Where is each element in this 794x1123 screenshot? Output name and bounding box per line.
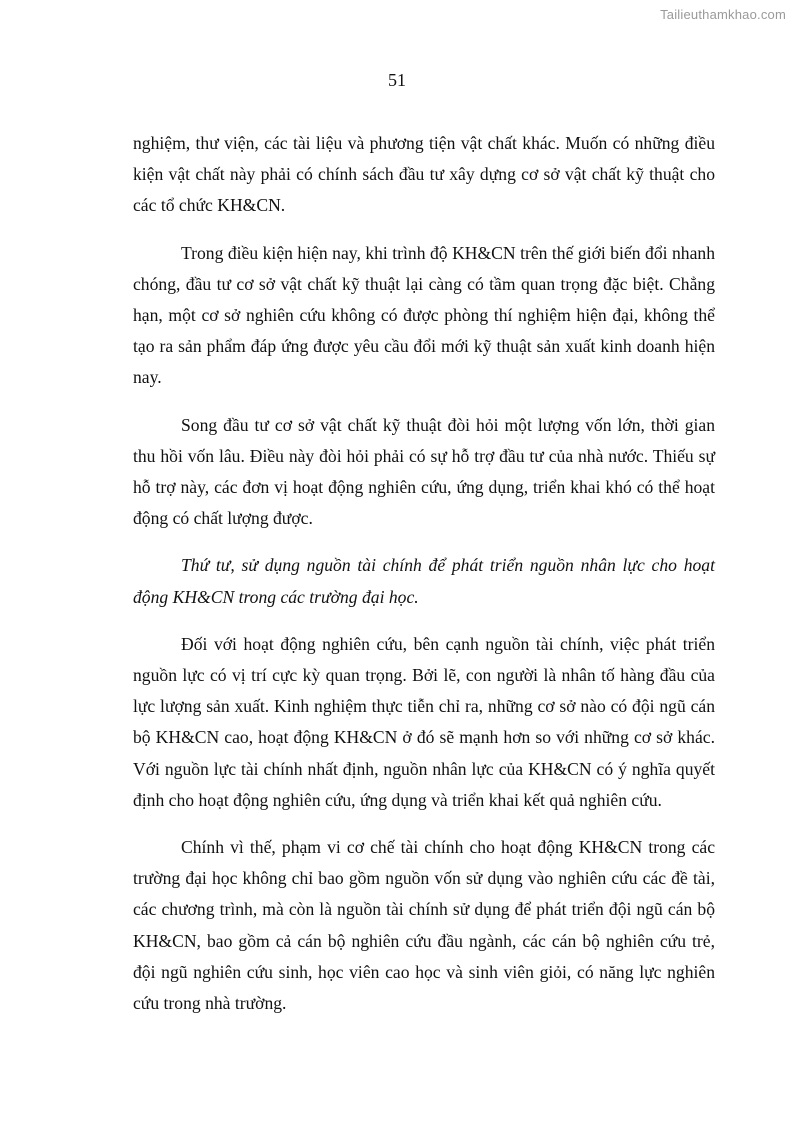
document-body (133, 128, 715, 1035)
paragraph: Đối với hoạt động nghiên cứu, bên cạnh nguồn tài chính, việc phát triển nguồn lực có vị trí cực kỳ quan trọng. Bởi lẽ, con người là nhân tố hàng đầu của lực lượng sản xuất. Kinh nghiệm thực tiễn chỉ ra, những cơ sở nào có đội ngũ cán bộ KH&CN cao, hoạt động KH&CN ở đó sẽ mạnh hơn so với những cơ sở khác. Với nguồn lực tài chính nhất định, nguồn nhân lực của KH&CN có ý nghĩa quyết định cho hoạt động nghiên cứu, ứng dụng và triển khai kết quả nghiên cứu. (133, 633, 715, 810)
paragraph: Chính vì thế, phạm vi cơ chế tài chính cho hoạt động KH&CN trong các trường đại học không chỉ bao gồm nguồn vốn sử dụng vào nghiên cứu các đề tài, các chương trình, mà còn là nguồn tài chính sử dụng để phát triển đội ngũ cán bộ KH&CN, bao gồm cả cán bộ nghiên cứu đầu ngành, các cán bộ nghiên cứu trẻ, đội ngũ nghiên cứu sinh, học viên cao học và sinh viên giỏi, có năng lực nghiên cứu trong nhà trường. (133, 837, 715, 1014)
paragraph-continued: nghiệm, thư viện, các tài liệu và phương tiện vật chất khác. Muốn có những điều kiện vật chất này phải có chính sách đầu tư xây dựng cơ sở vật chất kỹ thuật cho các tổ chức KH&CN. (133, 133, 715, 216)
page-number: 51 (388, 70, 406, 90)
paragraph: Trong điều kiện hiện nay, khi trình độ KH&CN trên thế giới biến đổi nhanh chóng, đầu tư cơ sở vật chất kỹ thuật lại càng có tầm quan trọng đặc biệt. Chẳng hạn, một cơ sở nghiên cứu không có được phòng thí nghiệm hiện đại, không thể tạo ra sản phẩm đáp ứng được yêu cầu đổi mới kỹ thuật sản xuất kinh doanh hiện nay. (133, 242, 715, 388)
watermark: Tailieuthamkhao.com (660, 7, 786, 22)
paragraph: Song đầu tư cơ sở vật chất kỹ thuật đòi hỏi một lượng vốn lớn, thời gian thu hồi vốn lâu. Điều này đòi hỏi phải có sự hỗ trợ đầu tư của nhà nước. Thiếu sự hỗ trợ này, các đơn vị hoạt động nghiên cứu, ứng dụng, triển khai khó có thể hoạt động có chất lượng được. (133, 414, 715, 529)
section-heading-italic: Thứ tư, sử dụng nguồn tài chính để phát triển nguồn nhân lực cho hoạt động KH&CN trong các trường đại học. (133, 555, 715, 607)
